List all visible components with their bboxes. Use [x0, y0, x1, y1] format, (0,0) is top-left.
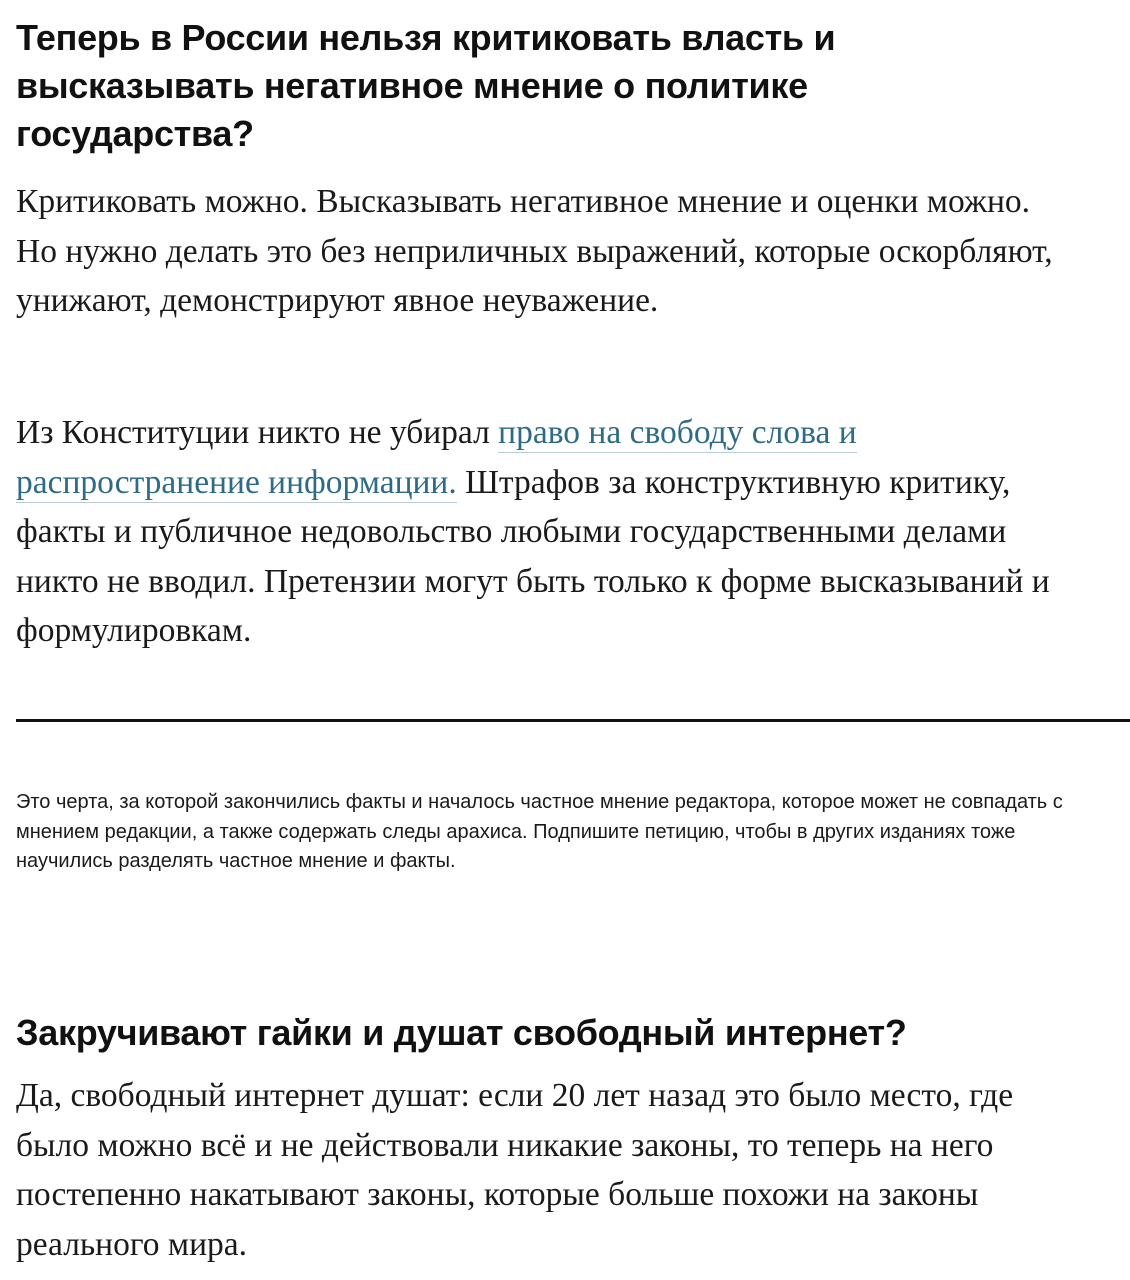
freedom-of-speech-link[interactable]: право на свободу слова и распространение информации. — [16, 414, 857, 501]
section-heading-criticism: Теперь в России нельзя критиковать власть и высказывать негативное мнение о политике государства? — [16, 17, 836, 154]
paragraph-internet: Да, свободный интернет душат: если 20 лет назад это было место, где было можно всё и не действовали никакие законы, то теперь на него постепенно накатывают законы, которые больше похожи на законы реального мира. — [16, 1077, 1014, 1263]
paragraph-constitution — [16, 408, 1076, 656]
paragraph-constitution-lead: Из Конституции никто не убирал — [16, 414, 499, 451]
editorial-divider — [16, 719, 1130, 722]
section-heading-internet: Закручивают гайки и душат свободный интернет? — [16, 1012, 907, 1053]
paragraph-criticism-allowed: Критиковать можно. Высказывать негативное мнение и оценки можно. Но нужно делать это без неприличных выражений, которые оскорбляют, унижают, демонстрируют явное неуважение. — [16, 183, 1053, 319]
editor-note: Это черта, за которой закончились факты и началось частное мнение редактора, которое может не совпадать с мнением редакции, а также содержать следы арахиса. Подпишите петицию, чтобы в других изданиях тоже научились разделять частное мнение и факты. — [16, 791, 1063, 872]
paragraph-constitution-tail: Штрафов за конструктивную критику, факты и публичное недовольство любыми государственными делами никто не вводил. Претензии могут быть только к форме высказываний и формулировкам. — [16, 463, 1050, 649]
